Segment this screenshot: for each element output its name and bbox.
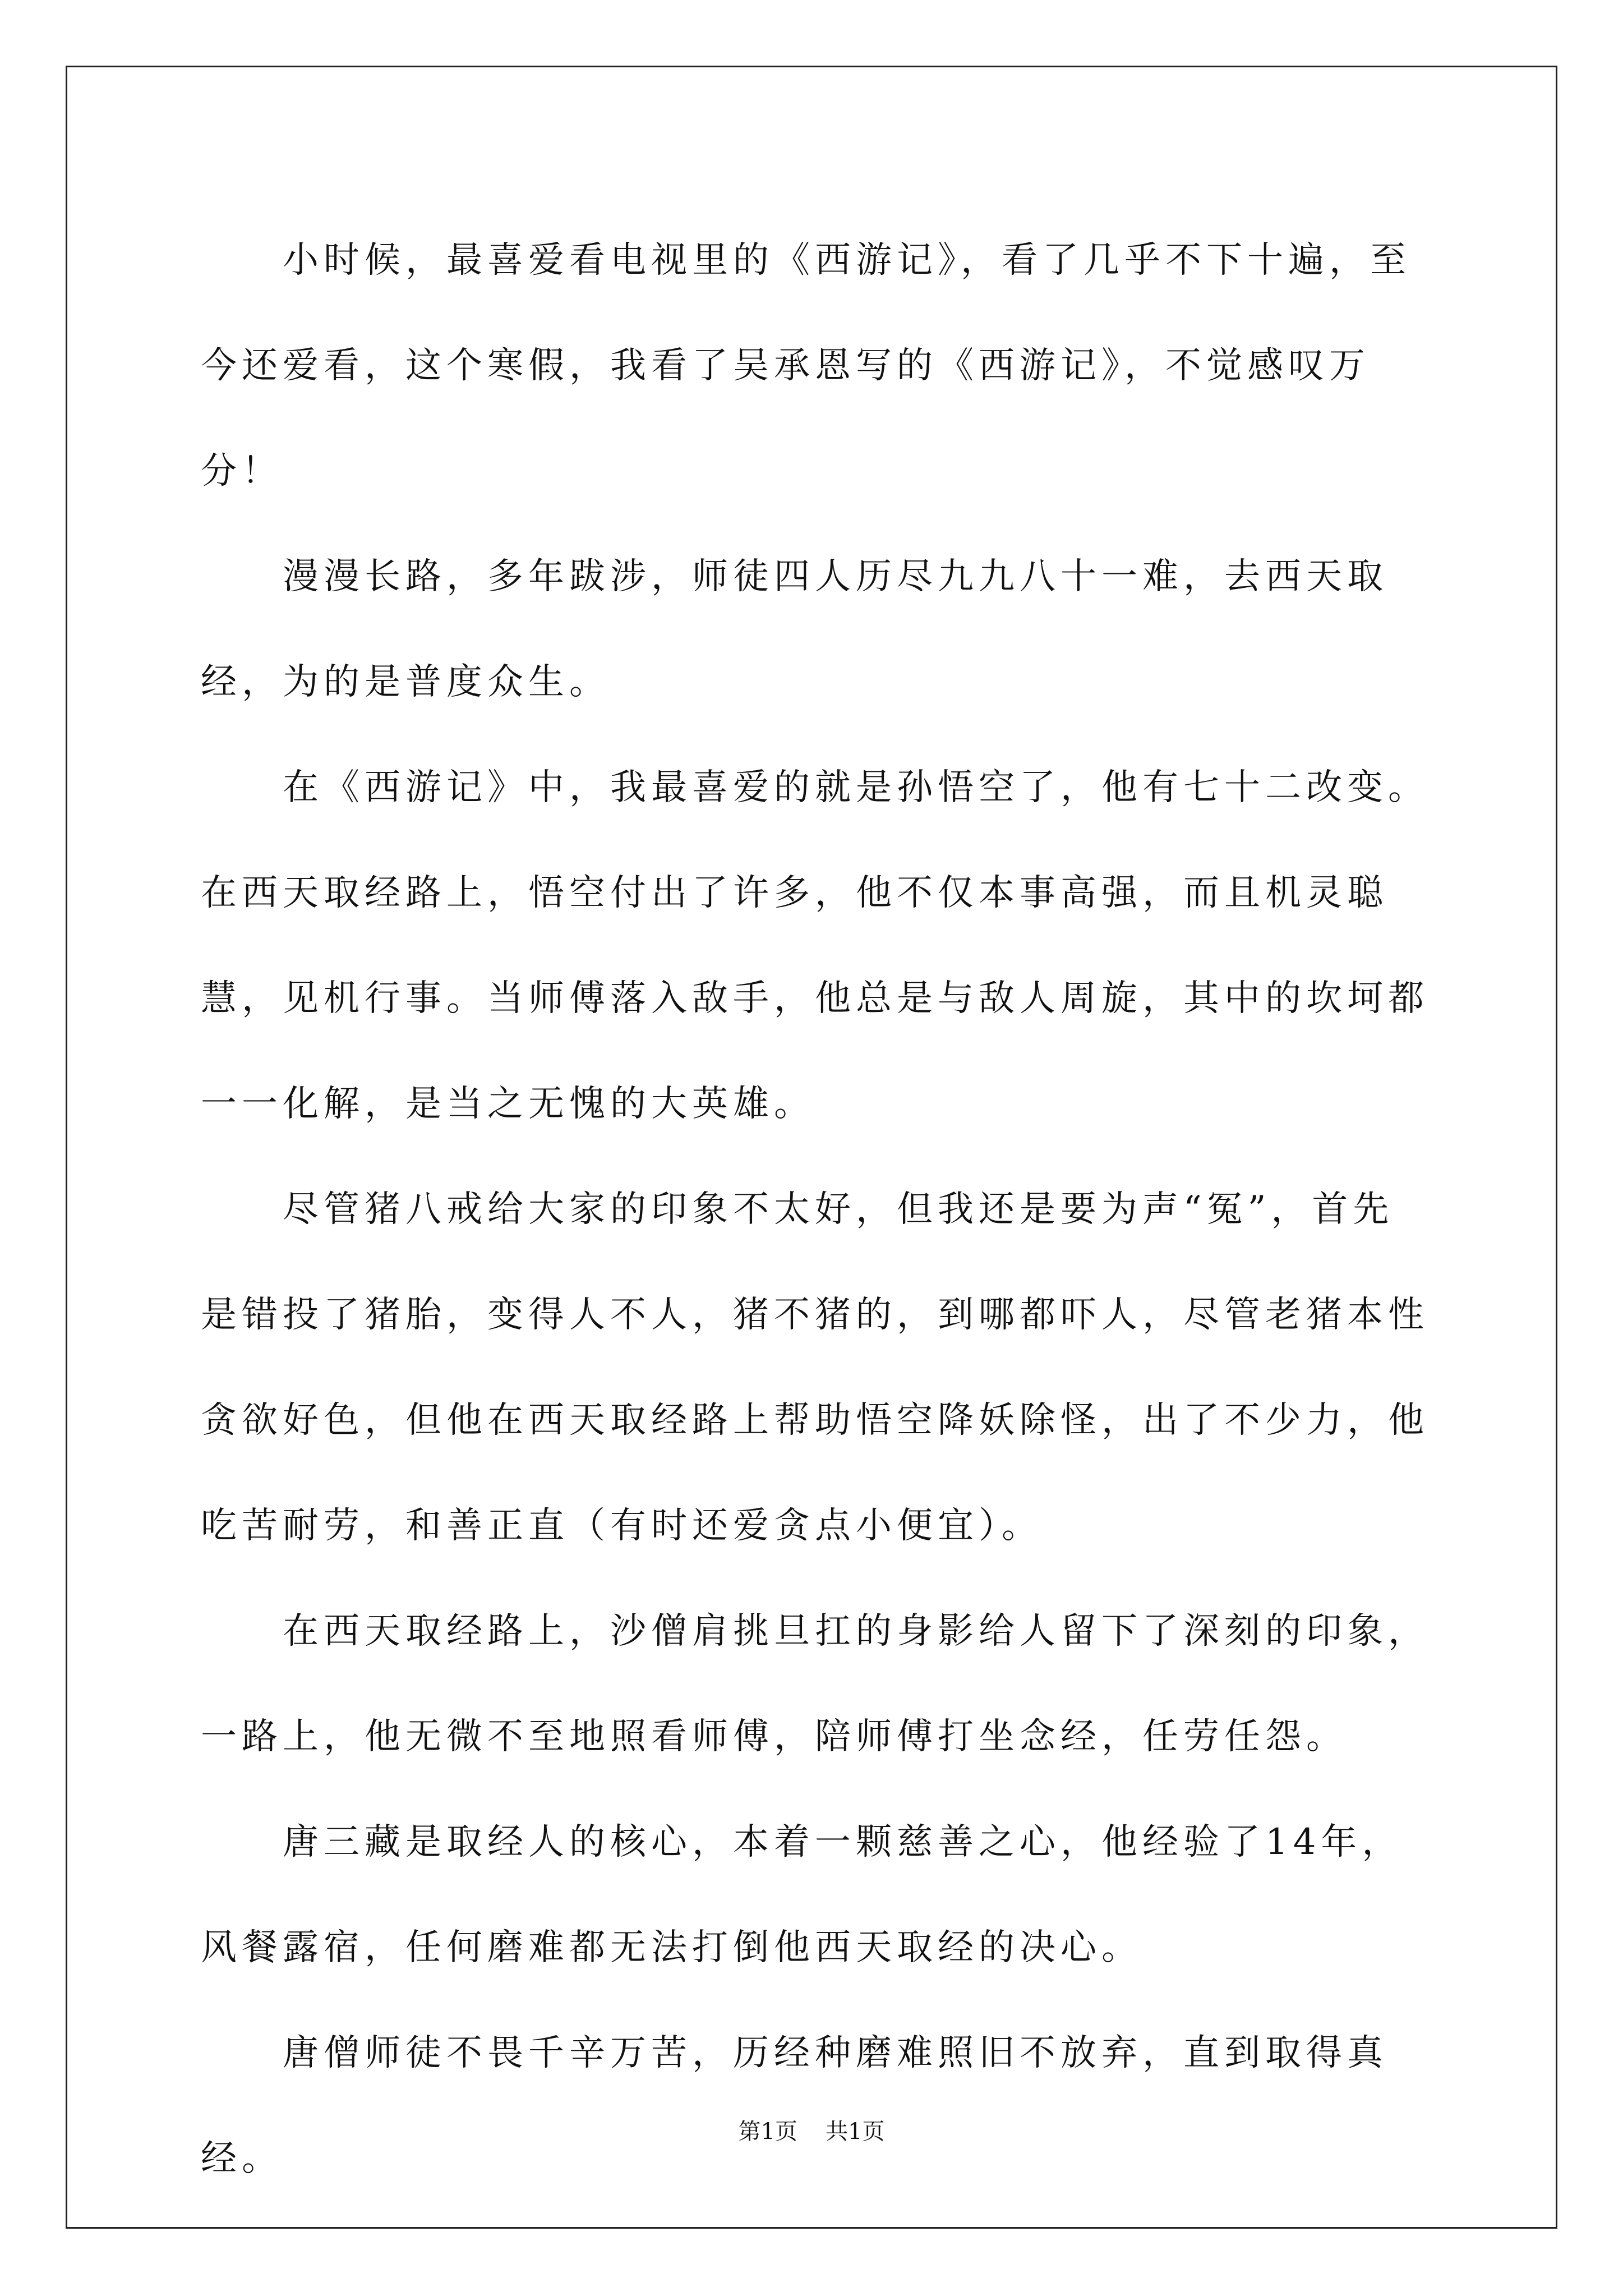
paragraph-6: 唐三藏是取经人的核心，本着一颗慈善之心，他经验了14年，风餐露宿，任何磨难都无法打倒他西天取经的决心。 bbox=[201, 1821, 1403, 1968]
paragraph-7: 唐僧师徒不畏千辛万苦，历经种磨难照旧不放弃，直到取得真经。 bbox=[201, 2032, 1388, 2179]
page-number-current: 第1页 bbox=[738, 2119, 797, 2145]
paragraph-2: 漫漫长路，多年跋涉，师徒四人历尽九九八十一难，去西天取经，为的是普度众生。 bbox=[201, 556, 1388, 703]
document-body bbox=[201, 208, 1435, 2211]
paragraph-1: 小时候，最喜爱看电视里的《西游记》，看了几乎不下十遍，至今还爱看，这个寒假，我看了吴承恩写的《西游记》，不觉感叹万分！ bbox=[201, 240, 1411, 492]
page-number-total: 共1页 bbox=[826, 2119, 885, 2145]
paragraph-4: 尽管猪八戒给大家的印象不太好，但我还是要为声“冤”，首先是错投了猪胎，变得人不人，猪不猪的，到哪都吓人，尽管老猪本性贪欲好色，但他在西天取经路上帮助悟空降妖除怪，出了不少力，他吃苦耐劳，和善正直（有时还爱贪点小便宜）。 bbox=[201, 1189, 1429, 1547]
paragraph-5: 在西天取经路上，沙僧肩挑旦扛的身影给人留下了深刻的印象，一路上，他无微不至地照看师傅，陪师傅打坐念经，任劳任怨。 bbox=[201, 1611, 1429, 1757]
paragraph-3: 在《西游记》中，我最喜爱的就是孙悟空了，他有七十二改变。在西天取经路上，悟空付出了许多，他不仅本事高强，而且机灵聪慧，见机行事。当师傅落入敌手，他总是与敌人周旋，其中的坎坷都一一化解，是当之无愧的大英雄。 bbox=[201, 767, 1429, 1125]
page-footer bbox=[0, 2115, 1623, 2148]
